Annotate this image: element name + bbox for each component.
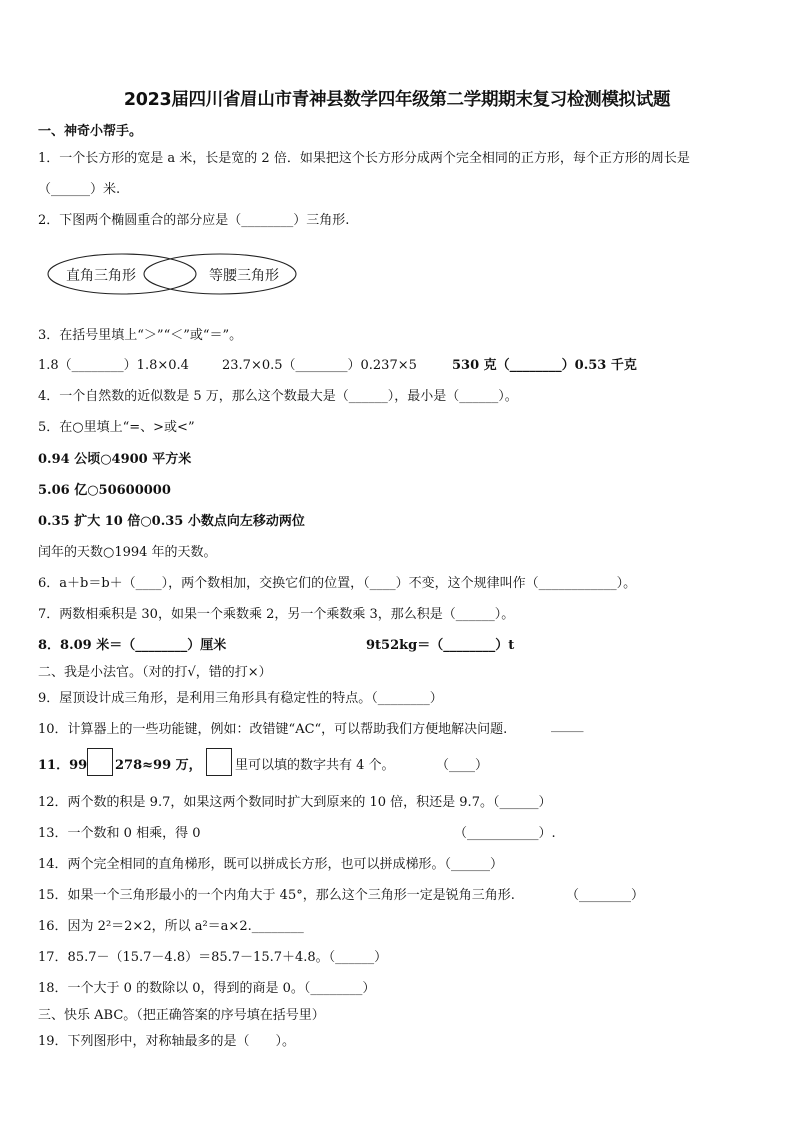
question-13: 13．一个数和 0 相乘，得 0 [38,826,201,841]
question-11-blank: （____） [436,758,489,773]
question-5-line-4: 闰年的天数○1994 年的天数。 [38,545,217,560]
question-17: 17．85.7－（15.7－4.8）＝85.7－15.7＋4.8。（______） [38,950,388,965]
answer-box [206,748,232,776]
question-19: 19．下列图形中，对称轴最多的是（ ）。 [38,1034,296,1049]
question-1-line-2: （______）米. [38,182,121,197]
question-11-part-a: 11．99 [38,758,88,773]
question-9: 9．屋顶设计成三角形，是利用三角形具有稳定性的特点。（________） [38,691,443,706]
question-10: 10．计算器上的一些功能键，例如：改错键“AC“，可以帮助我们方便地解决问题. [38,722,508,737]
page-title: 2023届四川省眉山市青神县数学四年级第二学期期末复习检测模拟试题 [123,90,671,110]
question-12: 12．两个数的积是 9.7，如果这两个数同时扩大到原来的 10 倍，积还是 9.7。（______） [38,795,552,810]
question-8-right: 9t52kg＝（________）t [366,638,515,653]
question-5-line-2: 5.06 亿○50600000 [38,483,171,498]
question-18: 18．一个大于 0 的数除以 0，得到的商是 0。（________） [38,981,376,996]
question-11-part-b: 278≈99 万， [115,758,202,773]
question-2: 2．下图两个椭圆重合的部分应是（________）三角形. [38,213,350,228]
question-5: 5．在○里填上“=、>或<” [38,420,195,435]
question-13-blank: （___________）. [454,826,556,841]
question-4: 4．一个自然数的近似数是 5 万，那么这个数最大是（______），最小是（______）。 [38,389,518,404]
question-5-line-3: 0.35 扩大 10 倍○0.35 小数点向左移动两位 [38,514,305,529]
question-1-line-1: 1．一个长方形的宽是 a 米，长是宽的 2 倍．如果把这个长方形分成两个完全相同的正方形，每个正方形的周长是 [38,151,690,166]
question-6: 6．a＋b＝b＋（____），两个数相加，交换它们的位置，（____）不变，这个规律叫作（____________）。 [38,576,637,591]
question-7: 7．两数相乘积是 30，如果一个乘数乘 2，另一个乘数乘 3，那么积是（______）。 [38,607,515,622]
answer-box [87,748,113,776]
section-heading-1: 一、神奇小帮手。 [38,124,143,139]
venn-left-label: 直角三角形 [66,268,136,284]
question-8-left: 8．8.09 米＝（________）厘米 [38,638,227,653]
question-14: 14．两个完全相同的直角梯形，既可以拼成长方形，也可以拼成梯形。（______） [38,857,504,872]
question-15: 15．如果一个三角形最小的一个内角大于 45°，那么这个三角形一定是锐角三角形. [38,888,515,903]
question-3-item-1: 1.8（________）1.8×0.4 [38,358,189,373]
question-3: 3．在括号里填上“＞”“＜”或“＝”。 [38,328,243,343]
question-15-blank: （________） [566,888,645,903]
section-heading-3: 三、快乐 ABC。（把正确答案的序号填在括号里） [38,1008,325,1023]
question-3-item-3: 530 克（________）0.53 千克 [452,358,637,373]
question-11-part-c: 里可以填的数字共有 4 个。 [235,758,395,773]
venn-right-label: 等腰三角形 [209,268,279,284]
section-heading-2: 二、我是小法官。（对的打√，错的打×） [38,665,272,680]
question-5-line-1: 0.94 公顷○4900 平方米 [38,452,192,467]
question-3-item-2: 23.7×0.5（________）0.237×5 [222,358,417,373]
question-10-blank: _____ [551,718,584,733]
question-16: 16．因为 2²＝2×2，所以 a²＝a×2.________ [38,919,304,934]
